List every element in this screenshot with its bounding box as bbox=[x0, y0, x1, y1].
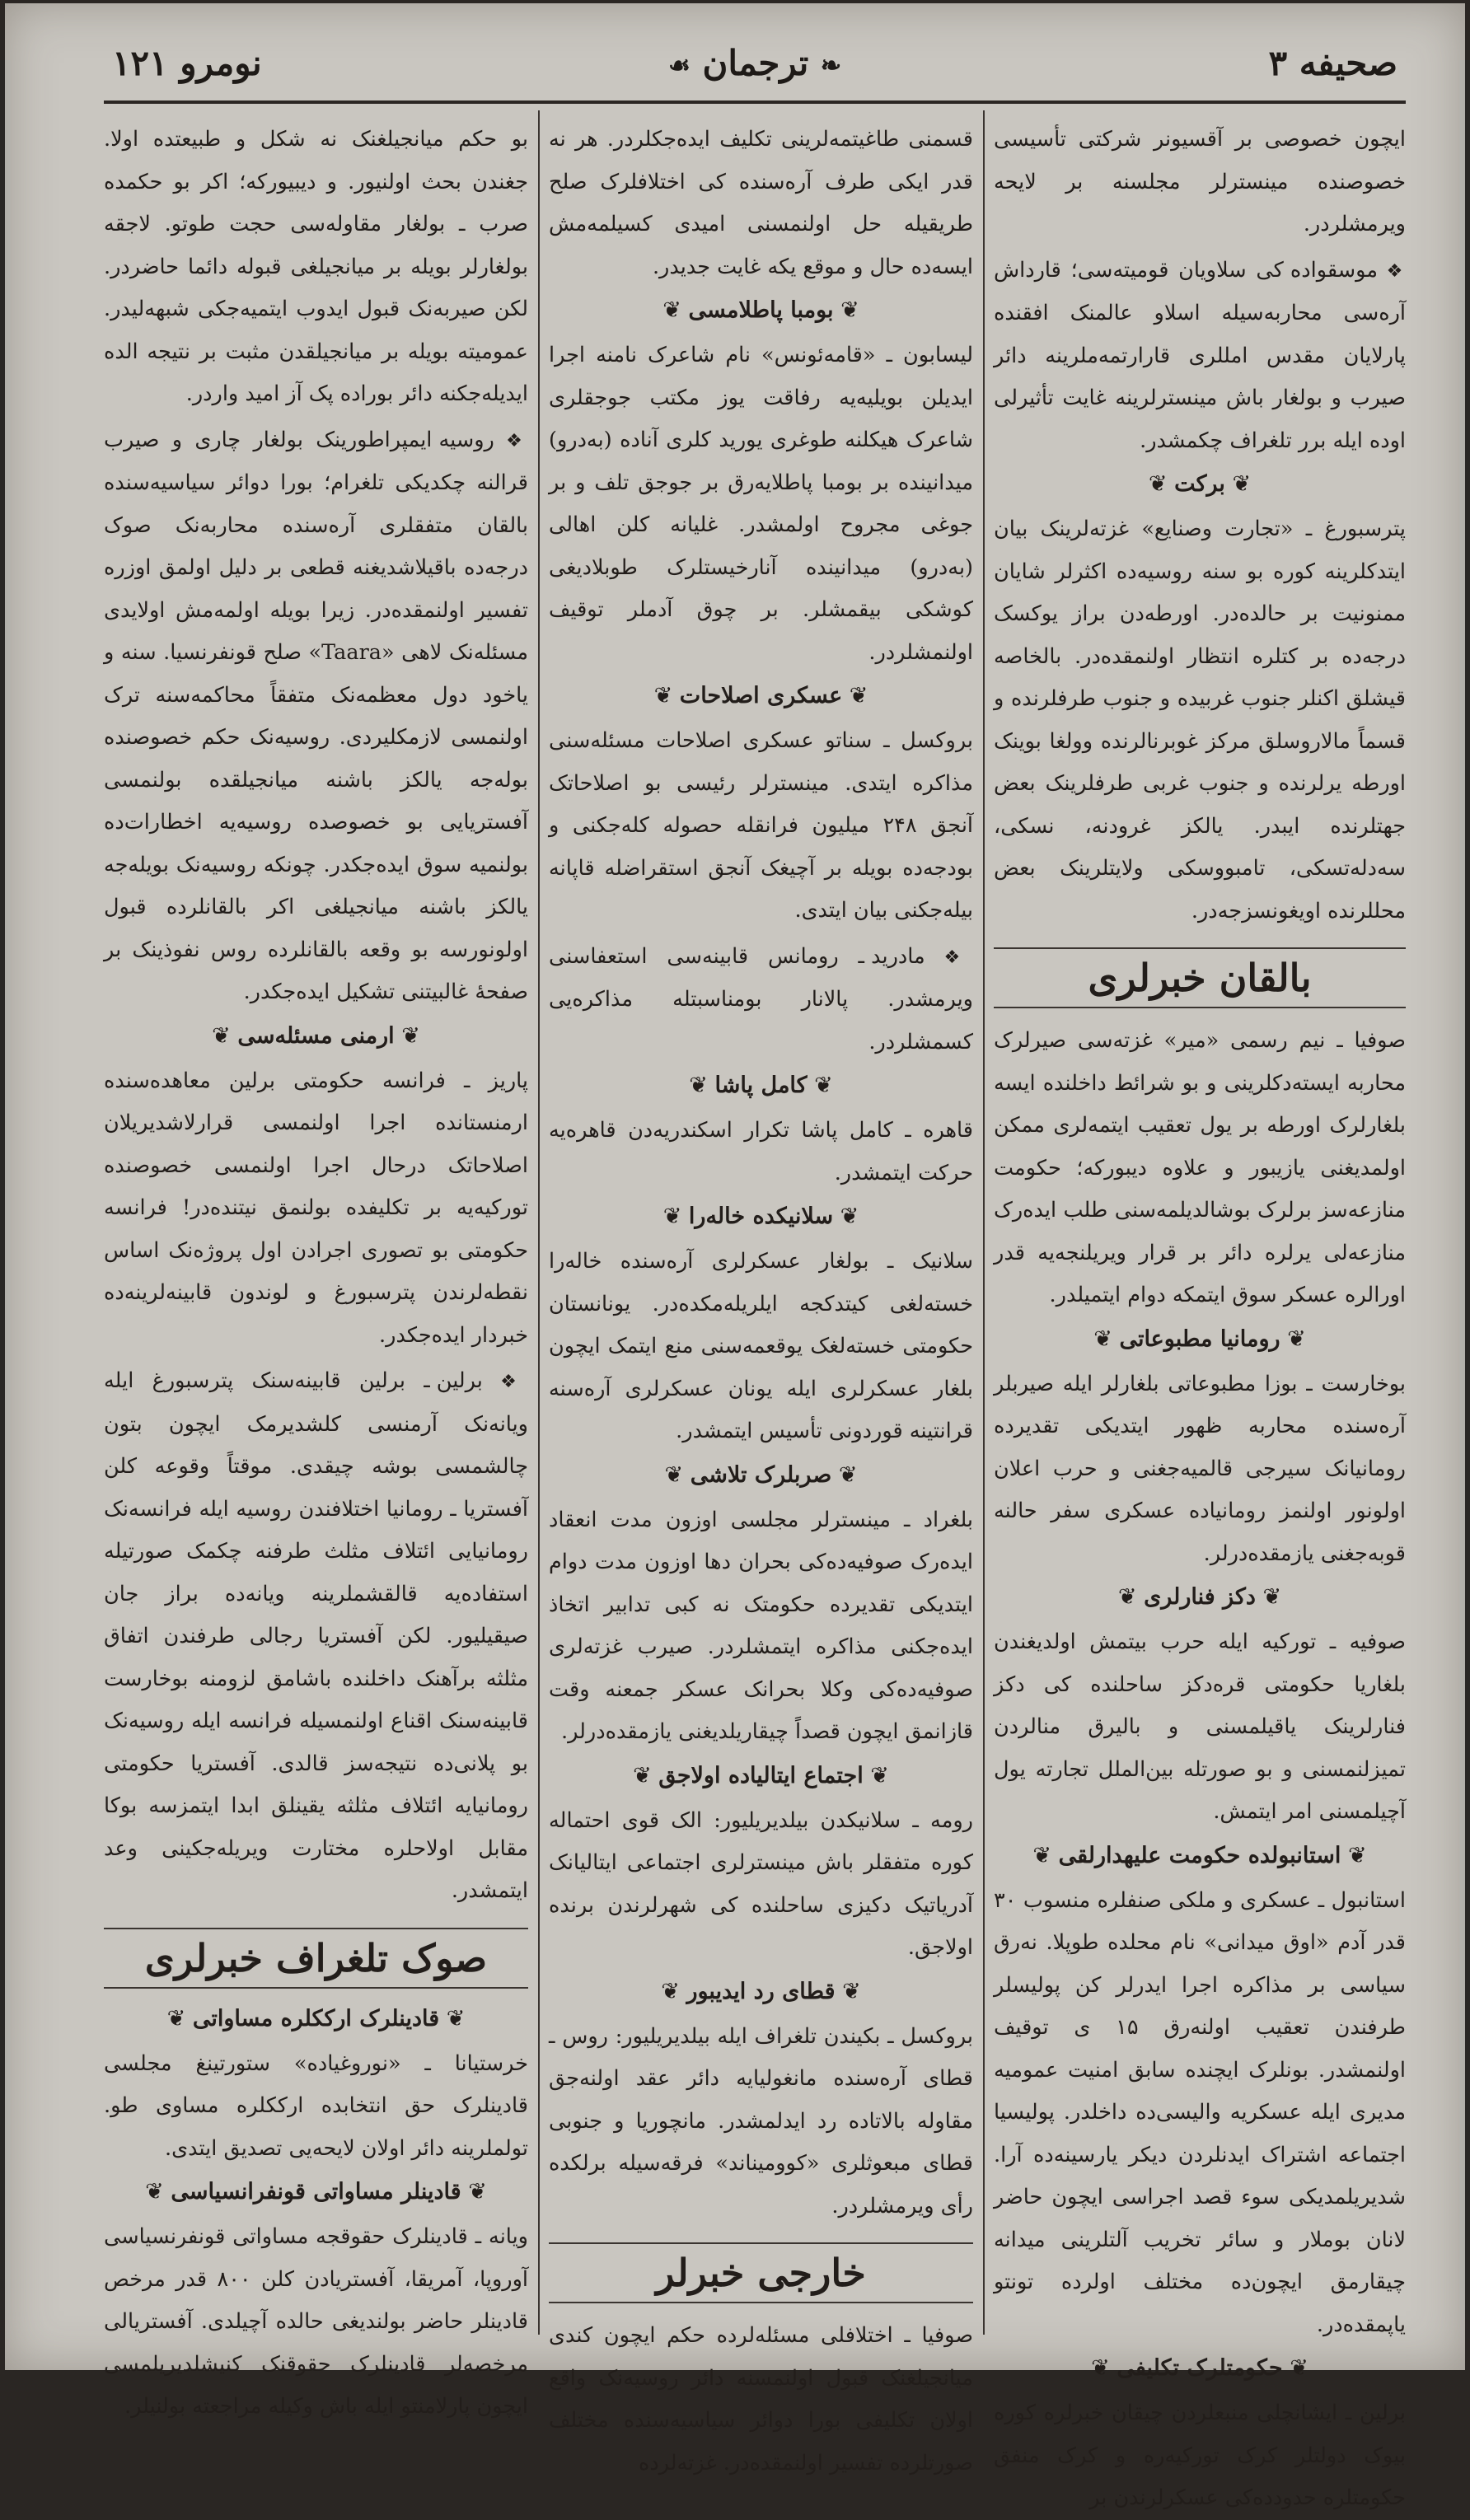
article-paragraph: قسمنی طاغیتمه‌لرینی تکلیف ایده‌جکلردر. هر نه قدر ایکی طرف آره‌سنده کی اختلافلرک صلح طریقیله حل اولنمسنی امیدی کسیلمه‌مش ایسه‌ده حال و موقع یکه غایت جدیدر. bbox=[549, 127, 973, 279]
ornament-icon: ❧ bbox=[820, 51, 842, 81]
article-paragraph: پترسبورغ ـ «تجارت وصنایع» غزته‌لرینک بیان ایتدکلرینه کوره بو سنه روسیه‌ده اکثرلر شایان ممنونیت بر حالده‌در. اورطه‌دن براز یوکسک درجه‌ده بر کتلره انتظار اولنمقده‌در. بالخاصه قیشلق اکنلر جنوب غربیده و جنوب طرفلرنده و قسماً مالاروسلق مرکز غوبرنالرنده وولغا بوینک اورطه یرلرنده و جنوب غربی طرفلرینک بعض جهتلرنده ایبدر. یالکز غرودنه، نسکی، سه‌دله‌تسکی، تامبووسکی ولایتلرینک بعض محللرنده اویغونسزجه‌در. bbox=[994, 517, 1406, 923]
article-paragraph: قاهره ـ کامل پاشا تکرار اسکندریه‌دن قاهره‌یه حرکت ایتمشدر. bbox=[549, 1118, 973, 1185]
article-headline: ❦ استانبولده حکومت علیهدارلقی ❦ bbox=[994, 1837, 1406, 1875]
newspaper-page bbox=[5, 3, 1465, 2510]
section-title: بالقان خبرلری bbox=[994, 947, 1406, 1008]
article-paragraph: بروکسل ـ بکیندن تلغراف ایله بیلدیریلیور: روس ـ قطای آره‌سنده مانغولیایه دائر عقد اولنه‌جق مقاوله بالاتاده رد ایدلمشدر. مانچوریا و جنوبی قطای مبعوثلری «کوومیناند» فرقه‌سیله برلکده رأی ویرمشلردر. bbox=[549, 2023, 973, 2218]
article-headline: ❦ کامل پاشا ❦ bbox=[549, 1067, 973, 1105]
article-paragraph: رومه ـ سلانیکدن بیلدیریلیور: الک قوی احتماله کوره متفقلر باش مینسترلری اجتماعی ایتالیانک آدریاتیک دکیزی ساحلنده کی شهرلرندن برنده اولاجق. bbox=[549, 1807, 973, 1960]
article-paragraph: پاریز ـ فرانسه حکومتی برلین معاهده‌سنده ارمنستانده اجرا اولنمسی قرارلاشدیریلان اصلاحاتک درحال اجرا اولنمسی خصوصنده تورکیه‌یه بر تکلیفده بولنمق نیتنده‌در! فرانسه حکومتی بو تصوری اجرادن اول پروژەنک اساس نقطه‌لرندن پترسبورغ و لوندون قابینه‌لرینه‌ده خبردار ایده‌جکدر. bbox=[104, 1068, 528, 1348]
article-paragraph: بروکسل ـ سناتو عسکری اصلاحات مسئله‌سنی مذاکره ایتدی. مینسترلر رئیسی بو اصلاحاتک آنجق ۲۴۸ میلیون فرانقله حصوله کله‌جکنی و بودجه‌ده بویله بر آچیغک آنجق استقراضله قاپانه بیله‌جکنی بیان ایتدی. bbox=[549, 728, 974, 923]
article-paragraph: صوفیه ـ تورکیه ایله حرب بیتمش اولدیغندن بلغاریا حکومتی قره‌دکز ساحلنده کی دکز فنارلرینک یاقیلمسنی و بالیرق منالردن تمیزلنمسنی و بو صورتله بین‌الملل تجارته یول آچیلمسنی امر ایتمش. bbox=[994, 1629, 1406, 1824]
article-paragraph: ❖ مادرید ـ رومانس قابینه‌سی استعفاسنی ویرمشدر. پالانار بومناسبتله مذاکره‌یی کسمشلردر. bbox=[549, 943, 974, 1054]
column-middle bbox=[549, 119, 974, 2476]
article-paragraph: لیسابون ـ «قامه‌ئونس» نام شاعرک نامنه اجرا ایدیلن بویلیه‌یه رفاقت یوز مکتب جوجقلری شاعرک هیکلنه طوغری یورید کلری آناده (بەدرو) میدانینده بر بومبا پاطلایه‌رق بر جوجق تلف و بر جوغی مجروح اولمشدر. غلیانه کلن اهالی (بەدرو) میدانینده آنارخیستلرک طوبلادیغی کوشکی بیقمشلر. بر چوق آدملر توقیف اولنمشلردر. bbox=[549, 343, 973, 665]
article-headline: ❦ صربلرک تلاشی ❦ bbox=[549, 1456, 973, 1494]
article-paragraph: ❖ روسیه ایمپراطورینک بولغار چاری و صیرب قرالنه چکدیکی تلغرام؛ بورا دوائر سیاسیه‌سنده بالقان متفقلری آره‌سنده محاربه‌نک صوک درجه‌ده باقیلاشدیغنه قطعی بر دلیل اولمق اوزره تفسیر اولنمقده‌در. زیرا بویله اولمه‌مش اولایدی مسئله‌نک لاهی «Taara» صلح قونفرنسیا. سنه و یاخود دول معظمه‌نک متفقاً محاکمه‌سنه ترک اولنمسی لازمکلیردی. روسیه‌نک حکم خصوصنده بوله‌جه یالکز باشنه میانجیلقده بولنمسی آفستریایی بو خصوصده روسیه‌یه اخطارات‌ده بولنمیه سوق ایده‌جکدر. چونکه روسیه‌نک بویله‌جه یالکز باشنه میانجیلغی اکر بالقانلرده قبول اولونورسه بو وقعه بالقانلرده روس نفوذینک بر صفحهٔ غالبیتنی تشکیل ایده‌جکدر. bbox=[104, 427, 529, 1004]
article-headline: ❦ عسکری اصلاحات ❦ bbox=[549, 677, 973, 715]
issue-number: نومرو ۱۲۱ bbox=[112, 43, 262, 83]
column-right bbox=[994, 119, 1407, 2510]
article-paragraph: بو حکم میانجیلغنک نه شکل و طبیعتده اولا. جغندن بحث اولنیور. و دیبیورکه؛ اکر بو حکمده صرب ـ بولغار مقاوله‌سی حجت طوتو. لاجقه بولغارلر بویله بر میانجیلغی قبوله دائما حاضردر. لکن صیربه‌نک قبول ایدوب ایتمیه‌جکی شبهه‌لیدر. عمومیته بویله بر میانجیلقدن مثبت بر نتیجه الده ایدیله‌جکنه دائر بوراده پک آز امید واردر. bbox=[104, 127, 528, 406]
article-paragraph: صوفیا ـ نیم رسمی «میر» غزته‌سی صیرلرک محاربه ایسته‌دکلرینی و بو شرائط داخلنده ایسه بلغارلرک اورطه بر یول تعقیب ایتمەلری ممکن اولمدیغنی یازیبور و علاوه دیبورکه؛ حکومت منازعەسز برلرک بوشالدیلمەسنی طلب ایدەرک منازعەلی یرلره دائر بر قرار ویریلنجه‌یه قدر اورالره عسکر سوق ایتمکه دوام ایتمیلدر. bbox=[994, 1028, 1406, 1307]
section-title: خارجی خبرلر bbox=[549, 2242, 973, 2303]
article-headline: ❦ قادینلر مساواتی قونفرانسیاسی ❦ bbox=[104, 2173, 528, 2211]
newspaper-title bbox=[668, 43, 841, 83]
column-left bbox=[104, 119, 529, 2419]
article-headline: ❦ رومانیا مطبوعاتی ❦ bbox=[994, 1321, 1406, 1358]
article-paragraph: صوفیا ـ اختلافلی مسئله‌لرده حکم ایچون کندی میانجیلغنک قبول اولنمسنه دائر روسیه‌نک واقع اولان تکلیفی بورا دوائر سیاسیه‌سنده مختلف صورتلرده تفسیر اولنمقده‌در. غزته‌لرده bbox=[549, 2323, 973, 2476]
paragraph-mark-icon: ❖ bbox=[494, 430, 529, 451]
section-title: صوک تلغراف خبرلری bbox=[104, 1928, 528, 1989]
paragraph-mark-icon: ❖ bbox=[925, 947, 974, 968]
column-rule bbox=[538, 110, 540, 2335]
article-paragraph: بلغراد ـ مینسترلر مجلسی اوزون مدت انعقاد ایده‌رک صوفیه‌ده‌کی بحران دها اوزون مدت دوام ایتدیکی تقدیرده حکومتک نه کبی تدابیر اتخاذ ایده‌جکنی مذاکره ایتمشلردر. صیرب غزته‌لری صوفیه‌ده‌کی وکلا بحرانک عسکر جمعنه وقت قازانمق ایچون قصداً چیقاریلدیغنی یازمقده‌درلر. bbox=[549, 1507, 973, 1744]
column-rule bbox=[983, 110, 985, 2335]
article-paragraph: استانبول ـ عسکری و ملکی صنفلره منسوب ۳۰ قدر آدم «اوق میدانی» نام محلده طوپلا. نەرق سیاسی بر مذاکره اجرا ایدرلر کن پولیسلر طرفندن تعقیب اولنه‌رق ۱۵ ی توقیف اولنمشدر. بونلرک ایچنده سابق امنیت عمومیه مدیری ایله عسکریه والیسی‌ده داخلدر. پولیسیا اجتماعه اشتراک ایدنلردن دیکر یارسینه‌ده آرا. شدیریلمدیکی سوء قصد اجراسی ایچون حاضر لانان بوملار و سائر تخریب آلتلرینی میدانه چیقارمق ایچون‌ده مختلف اولرده تونتو یاپمقده‌در. bbox=[994, 1887, 1406, 2337]
article-headline: ❦ ارمنی مسئله‌سی ❦ bbox=[104, 1017, 528, 1055]
article-paragraph: بوخارست ـ بوزا مطبوعاتی بلغارلر ایله صیربلر آره‌سنده محاربه ظهور ایتدیکی تقدیرده رومانیانک سیرجی قالمیه‌جغنی و حرب اعلان اولونور اولنمز رومانیاده عسکری سفر حالنه قوبه‌جغنی یازمقده‌درلر. bbox=[994, 1371, 1406, 1566]
article-paragraph: ایچون خصوصی بر آقسیونر شرکتی تأسیسی خصوصنده مینسترلر مجلسنه بر لایحه ویرمشلردر. bbox=[994, 127, 1406, 236]
newspaper-title-text: ترجمان bbox=[702, 43, 809, 83]
article-headline: ❦ سلانیکده خالەرا ❦ bbox=[549, 1198, 973, 1236]
article-headline: ❦ قطای رد ایدیبور ❦ bbox=[549, 1973, 973, 2011]
article-headline: ❦ حکومتلرک تکلیفی ❦ bbox=[994, 2349, 1406, 2387]
article-headline: ❦ اجتماع ایتالیاده اولاجق ❦ bbox=[549, 1757, 973, 1795]
page-number: صحیفه ۳ bbox=[1268, 43, 1397, 83]
article-headline: ❦ برکت ❦ bbox=[994, 465, 1406, 503]
ornament-icon: ☙ bbox=[667, 51, 691, 81]
article-paragraph: برلین ـ ایشانچلی منبعلردن چیقان خبرلره کوره بیوک دولتلر کرک تورکیه‌ره و کرک منفق حکومتلره حدودده‌کی عسکرلرندن بر bbox=[994, 2401, 1406, 2510]
article-headline: ❦ قادینلرک ارککلره مساواتی ❦ bbox=[104, 2000, 528, 2038]
article-paragraph: سلانیک ـ بولغار عسکرلری آره‌سنده خالەرا خسته‌لغی کیتدکجه ایلریله‌مکده‌در. یونانستان حکومتی خسته‌لغک یوقعمه‌سنی منع ایتمک ایچون بلغار عسکرلری ایله یونان عسکرلری آره‌سنه قرانتینه قوردونی تأسیس ایتمشدر. bbox=[549, 1249, 973, 1443]
article-paragraph: خرستیانا ـ «نوروغیاده» ستورتینغ مجلسی قادینلرک حق انتخابده ارککلره مساوی طو. تولملرینه دائر اولان لایحه‌یی تصدیق ایتدی. bbox=[104, 2050, 528, 2161]
paragraph-mark-icon: ❖ bbox=[1377, 260, 1407, 282]
header-rule bbox=[104, 101, 1406, 104]
paragraph-mark-icon: ❖ bbox=[482, 1372, 528, 1392]
article-headline: ❦ دکز فنارلری ❦ bbox=[994, 1578, 1406, 1616]
article-headline: ❦ بومبا پاطلامسی ❦ bbox=[549, 292, 973, 330]
article-paragraph: ویانه ـ قادینلرک حقوقجه مساواتی قونفرنسیاسی آوروپا، آمریقا، آفستریادن کلن ۸۰۰ قدر مرخص قادینلر حاضر بولندیغی حالده آچیلدی. آفستریالی مرخصه‌لر قادینلرک حقوقنک کنیشلدیریلمسی ایچون پارلامنتو ایله باش وکیله مراجعته بولنیلر. bbox=[104, 2224, 528, 2419]
article-paragraph: ❖ موسقواده کی سلاویان قومیته‌سی؛ قارداش آره‌سی محاربه‌سیله اسلاو عالمنک افقنده پارلایان مقدس امللری قارارتمەملرینه دائر صیرب و بولغار باش مینسترلرینه غایت تأثیرلی اوده ایله برر تلغراف چکمشدر. bbox=[994, 257, 1407, 453]
article-paragraph: ❖ برلین ـ برلین قابینه‌سنک پترسبورغ ایله ویانه‌نک آرمنسی کلشدیرمک ایچون بتون چالشمسی بوشه چیقدی. موقتاً وقوعه کلن آفستریا ـ رومانیا اختلافندن روسیه ایله فرانسه‌نک رومانیایی ائتلاف مثلث طرفنه چکمک صورتیله استفاده‌یه قالقشملرینه ویانه‌ده براز جان صیقیلیور. لکن آفستریا رجالی طرفندن اتفاق مثلثه برآهنک داخلنده باشامق لزومنه بوخارست قابینه‌سنک اقناع اولنمسیله فرانسه ایله روسیه‌نک بو پلانی‌ده نتیجه‌سز قالدی. آفستریا حکومتی رومانیایه ائتلاف مثلثه یقینلق ابدا ایتمزسه بوکا مقابل اولاحلره مختارت ویریله‌جکینی وعد ایتمشدر. bbox=[104, 1368, 528, 1903]
masthead bbox=[96, 36, 1414, 102]
